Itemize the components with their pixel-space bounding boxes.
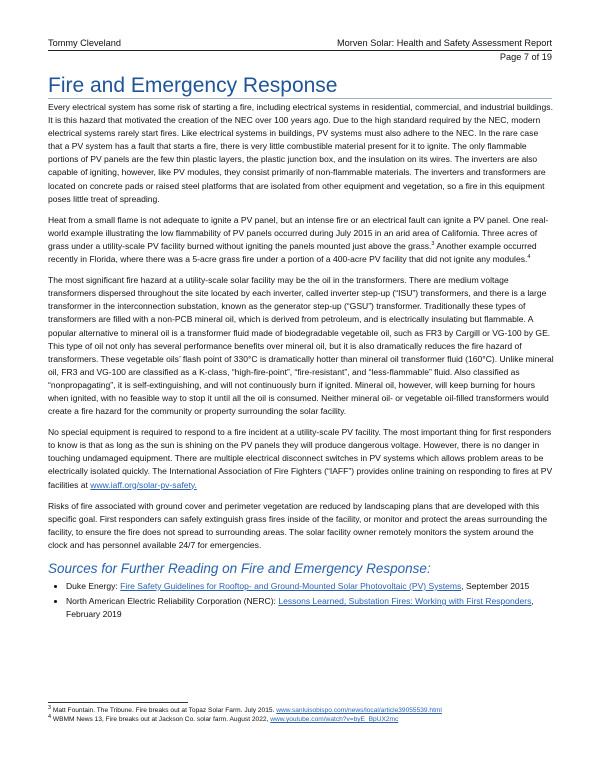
footnote-number: 4	[48, 713, 52, 720]
source-org: North American Electric Reliability Corporation (NERC):	[66, 596, 279, 607]
source-item	[66, 595, 554, 621]
sources-heading: Sources for Further Reading on Fire and Emergency Response:	[48, 561, 431, 576]
footnote-text: WBMM News 13, Fire breaks out at Jackson Co. solar farm. August 2022,	[51, 716, 271, 723]
paragraph-4-text: No special equipment is required to respond to a fire incident at a utility-scale PV facility. The most important thing for first responders to know is that as long as the sun is shining on the PV panels they will produce dangerous voltage. However, there is no danger in touching undamaged equipment. There are multiple electrical disconnect switches in PV systems which allows problem areas to be electrically isolated quickly. The International Association of Fire Fighters (“IAFF”) provides online training on responding to fires at PV facilities at	[48, 427, 553, 490]
footnote-ref-3[interactable]: 3	[431, 241, 435, 248]
section-title: Fire and Emergency Response	[48, 74, 338, 97]
footnote-divider	[48, 702, 188, 703]
header-author: Tommy Cleveland	[48, 38, 122, 48]
footnote-url[interactable]: www.youtube.com/watch?v=byE_BpUX2mc	[270, 716, 399, 723]
source-link[interactable]: Fire Safety Guidelines for Rooftop- and Ground-Mounted Solar Photovoltaic (PV) Systems	[120, 581, 462, 591]
source-item	[66, 580, 554, 593]
source-link[interactable]: Lessons Learned, Substation Fires: Working with First Responders	[278, 596, 532, 607]
page-number: Page 7 of 19	[499, 52, 552, 62]
footnote-text: Matt Fountain. The Tribune. Fire breaks out at Topaz Solar Farm. July 2015.	[51, 707, 277, 714]
header-report-title: Morven Solar: Health and Safety Assessment Report	[337, 38, 552, 48]
footnote-ref-4[interactable]: 4	[527, 254, 531, 261]
paragraph-2-part-b: Another example occurred recently in Florida, where there was a 5-acre grass fire under a portion of a 400-acre PV facility that did not ignite any modules.	[48, 240, 537, 265]
sources-list	[48, 580, 554, 621]
paragraph-5: Risks of fire associated with ground cover and perimeter vegetation are reduced by landscaping plans that are developed with this specific goal. First responders can safely extinguish grass fires inside of the facility, or monitor and protect the areas surrounding the facility, to ensure the fire does not spread to surrounding areas. The solar facility owner remotely monitors the system around the clock and has personnel available 24/7 for emergencies.	[48, 500, 548, 550]
paragraph-4	[48, 426, 554, 491]
source-date: , February 2019	[66, 596, 534, 620]
paragraph-2-part-a: Heat from a small flame is not adequate to ignite a PV panel, but an intense fire or an electrical fault can ignite a PV panel. One real-world example illustrating the low flammability of PV panels occurred during July 2015 in an arid area of California. Three acres of grass under a utility-scale PV facility burned without igniting the panels mounted just above the grass.	[48, 214, 549, 251]
body-text	[48, 101, 554, 623]
paragraph-3: The most significant fire hazard at a utility-scale solar facility may be the oil in the transformers. There are medium voltage transformers dispersed throughout the site located by each inverter, called inverter step-up (“ISU”) transformers, and there is a large transformer in the interconnection substation, known as the generator step-up (“GSU”) transformer. Traditionally these types of transformers are filled with a non-PCB mineral oil, which is derived from petroleum, and is electrically insulating but flammable. A popular alternative to mineral oil is a transformer fluid made of biodegradable vegetable oil, such as FR3 by Cargill or VG-100 by GE. This type of oil not only has several performance benefits over mineral oil, but it is also dramatically reduces the fire hazard of transformers. These vegetable oils’ flash point of 330°C is dramatically hotter than mineral oil transformer fluid (160°C). Unlike mineral oil, FR3 and VG-100 are classified as a K-class, “high-fire-point”, “fire-resistant”, and “less-flammable” fluid. Also classified as “nonpropagating”, it is self-extinguishing, and will not continuously burn if ignited. Mineral oil, however, will keep burning for hours when ignited, with no feasible way to stop it until all the oil is consumed. Neither mineral oil- or vegetable oil-filled transformers would create a fire hazard for the community or property surrounding the solar facility.	[48, 275, 554, 417]
footnotes	[48, 702, 552, 724]
title-underline	[48, 98, 552, 99]
source-date: , September 2015	[461, 581, 530, 591]
paragraph-1: Every electrical system has some risk of starting a fire, including electrical systems in residential, commercial, and industrial buildings. It is this hazard that motivated the creation of the NEC over 100 years ago. Due to the high standard required by the NEC, modern electrical systems rarely start fires. Like electrical systems in buildings, PV systems must also adhere to the NEC. In the rare case that a PV system has a fault that starts a fire, there is very little combustible material present for it to ignite. The only flammable portions of PV panels are the few thin plastic layers, the plastic junction box, and the insulation on its wires. The inverters are also capable of igniting, however, like PV modules, they consist primarily of non-flammable materials. The inverters and transformers are located on concrete pads or raised steel platforms that are isolated from other equipment and vegetation, so a fire in this equipment poses little treat of spreading.	[48, 102, 553, 204]
iaff-training-link[interactable]: www.iaff.org/solar-pv-safety.	[90, 479, 197, 490]
source-org: Duke Energy:	[66, 581, 121, 591]
footnote-number: 3	[48, 704, 52, 711]
footnote-url[interactable]: www.sanluisobispo.com/news/local/article39055539.html	[276, 707, 442, 714]
paragraph-2	[48, 214, 554, 266]
page-header	[48, 38, 552, 51]
footnote-4	[48, 715, 552, 724]
footnote-3	[48, 706, 552, 715]
